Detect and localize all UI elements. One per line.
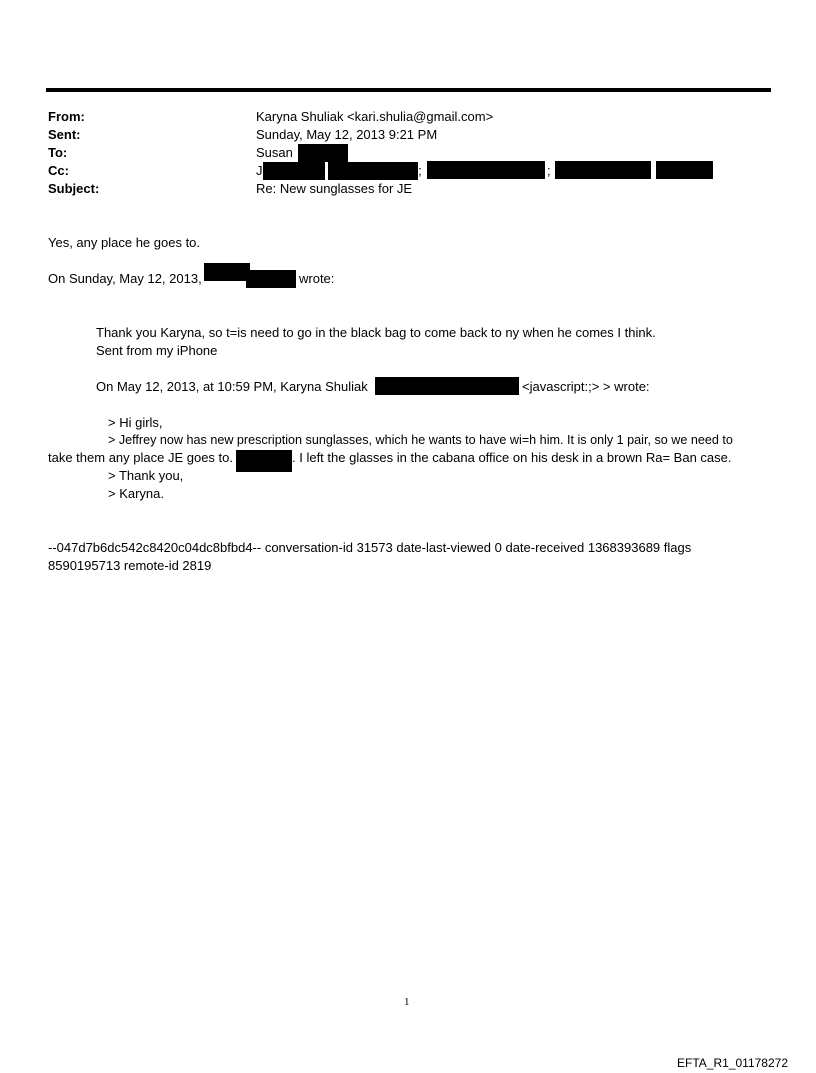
quoted-name: > Karyna.: [108, 486, 165, 501]
subject-label: Subject:: [48, 181, 100, 196]
from-label: From:: [48, 109, 85, 124]
redaction-block: [246, 270, 296, 288]
subject-value: Re: New sunglasses for JE: [256, 181, 413, 196]
redaction-block: [298, 144, 348, 162]
quoted-thanks: > Thank you,: [108, 468, 184, 483]
to-value: [256, 144, 348, 162]
redaction-block: [263, 162, 325, 180]
quoted-line-1: Thank you Karyna, so t=is need to go in the black bag to come back to ny when he comes I think.: [96, 325, 656, 340]
redaction-block: [427, 161, 545, 179]
on-sunday-prefix: On Sunday, May 12, 2013,: [48, 271, 202, 286]
redaction-block: [328, 162, 418, 180]
to-name: Susan: [256, 145, 293, 160]
cc-prefix: J: [256, 163, 263, 178]
redaction-block: [204, 263, 250, 281]
header-rule: [46, 88, 771, 92]
to-label: To:: [48, 145, 68, 160]
metadata-line-2: 8590195713 remote-id 2819: [48, 558, 212, 573]
on-may-prefix: On May 12, 2013, at 10:59 PM, Karyna Shuliak: [96, 379, 368, 394]
cc-separator: ;: [418, 163, 422, 178]
on-may-suffix: <javascript:;> > wrote:: [522, 379, 650, 394]
redaction-block: [375, 377, 519, 395]
quoted-hi: > Hi girls,: [108, 415, 163, 430]
quoted-jeffrey-1: > Jeffrey now has new prescription sunglasses, which he wants to have wi=h him. It is only 1 pair, so we need to: [108, 433, 733, 447]
redaction-block: [236, 450, 292, 472]
metadata-line-1: --047d7b6dc542c8420c04dc8bfbd4-- conversation-id 31573 date-last-viewed 0 date-received 1368393689 flags: [48, 540, 692, 555]
quoted-jeffrey-2a: take them any place JE goes to.: [48, 450, 233, 465]
sent-label: Sent:: [48, 127, 81, 142]
quoted-line-2: Sent from my iPhone: [96, 343, 218, 358]
cc-value: [256, 162, 422, 180]
quoted-jeffrey-2b: . I left the glasses in the cabana office on his desk in a brown Ra= Ban case.: [292, 450, 732, 465]
sent-value: Sunday, May 12, 2013 9:21 PM: [256, 127, 438, 142]
cc-label: Cc:: [48, 163, 69, 178]
page-number: 1: [404, 996, 410, 1008]
on-sunday-suffix: wrote:: [299, 271, 335, 286]
redaction-block: [656, 161, 713, 179]
reply-text: Yes, any place he goes to.: [48, 235, 201, 250]
bates-number: EFTA_R1_01178272: [677, 1056, 788, 1070]
redaction-block: [555, 161, 651, 179]
cc-separator-2: ;: [547, 163, 551, 178]
from-value: Karyna Shuliak <kari.shulia@gmail.com>: [256, 109, 494, 124]
